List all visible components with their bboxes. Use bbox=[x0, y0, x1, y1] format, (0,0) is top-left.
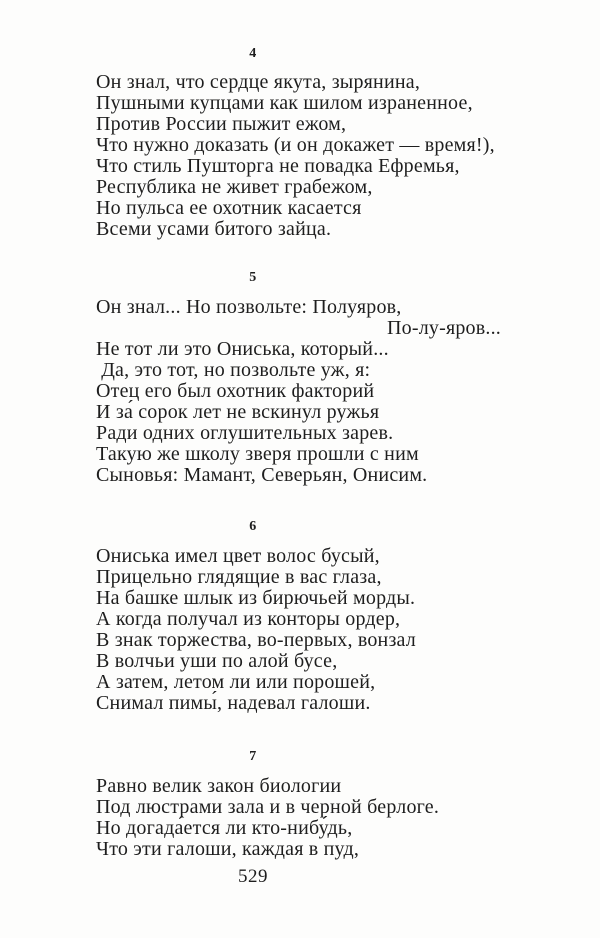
verse-line: Равно велик закон биологии bbox=[96, 775, 342, 797]
verse-line: Не тот ли это Ониська, который... bbox=[96, 338, 389, 360]
verse-line: Что нужно доказать (и он докажет — время!), bbox=[96, 134, 495, 156]
verse-line: Что стиль Пушторга не повадка Ефремья, bbox=[96, 155, 460, 177]
verse-line: Ониська имел цвет волос бусый, bbox=[96, 545, 380, 567]
verse-line: И за́ сорок лет не вскинул ружья bbox=[96, 401, 380, 423]
verse-line: Снимал пимы́, надевал галоши. bbox=[96, 692, 371, 714]
verse-line: Прицельно глядящие в вас глаза, bbox=[96, 566, 382, 588]
stanza-7 bbox=[96, 776, 600, 860]
verse-line: А когда получал из конторы ордер, bbox=[96, 608, 401, 630]
stanza-number-7: 7 bbox=[249, 749, 257, 764]
verse-line: В знак торжества, во-первых, вонзал bbox=[96, 629, 416, 651]
verse-line: В волчьи уши по алой бусе, bbox=[96, 650, 338, 672]
verse-line: Ради одних оглушительных зарев. bbox=[96, 422, 394, 444]
verse-line: Сыновья: Мамант, Северьян, Онисим. bbox=[96, 464, 428, 486]
verse-line: А затем, летом ли или порошей, bbox=[96, 671, 376, 693]
stanza-number-4: 4 bbox=[249, 46, 257, 61]
stanza-5 bbox=[96, 297, 600, 486]
verse-line: Что эти галоши, каждая в пуд, bbox=[96, 838, 360, 860]
verse-line: Против России пыжит ежом, bbox=[96, 113, 347, 135]
verse-line-indented: По-лу-яров... bbox=[387, 317, 501, 339]
page-number: 529 bbox=[238, 866, 268, 887]
verse-line: Но догада́ется ли кто-нибу́дь, bbox=[96, 817, 353, 839]
verse-line: Он знал... Но позвольте: Полуяров, bbox=[96, 296, 402, 318]
verse-line: Отец его был охотник факторий bbox=[96, 380, 375, 402]
stanza-4 bbox=[96, 72, 600, 240]
stanza-6 bbox=[96, 546, 600, 714]
verse-line: Под люстрами зала и в черной берлоге. bbox=[96, 796, 440, 818]
verse-line: Всеми усами битого зайца. bbox=[96, 218, 332, 240]
verse-line: Пушными купцами как шилом израненное, bbox=[96, 92, 473, 114]
verse-line: На башке шлык из бирючьей морды. bbox=[96, 587, 416, 609]
verse-line: Такую же школу зверя прошли с ним bbox=[96, 443, 419, 465]
verse-line: Но пульса ее охотник касается bbox=[96, 197, 362, 219]
stanza-number-6: 6 bbox=[249, 519, 257, 534]
verse-line: Да, это тот, но позвольте уж, я: bbox=[96, 359, 371, 381]
verse-line: Республика не живет грабежом, bbox=[96, 176, 373, 198]
stanza-number-5: 5 bbox=[249, 270, 257, 285]
verse-line: Он знал, что сердце якута, зырянина, bbox=[96, 71, 421, 93]
